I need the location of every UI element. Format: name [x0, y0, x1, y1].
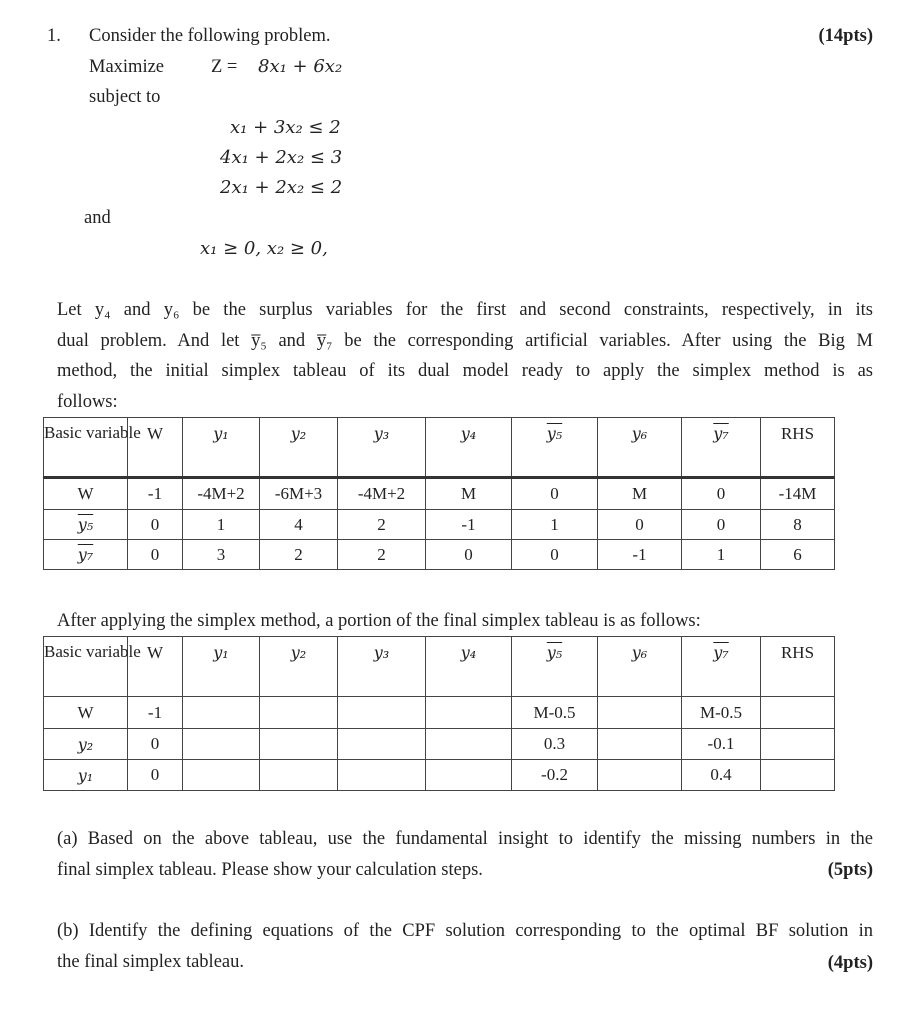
cell	[338, 760, 426, 791]
header-y4: y₄	[426, 637, 512, 697]
cell: M	[598, 478, 682, 510]
cell: -0.2	[512, 760, 598, 791]
row-basic: y₂	[44, 729, 128, 760]
header-y4: y₄	[426, 418, 512, 478]
cell	[598, 697, 682, 729]
cell	[183, 729, 260, 760]
cell: -1	[128, 697, 183, 729]
final-header-row	[44, 637, 835, 697]
row-basic: W	[44, 697, 128, 729]
header-y7-bar: y₇	[682, 418, 761, 478]
cell: 1	[183, 510, 260, 540]
cell: -4M+2	[338, 478, 426, 510]
cell: 1	[682, 540, 761, 570]
header-w: W	[128, 418, 183, 478]
cell	[260, 729, 338, 760]
problem-intro: Consider the following problem.	[89, 26, 331, 46]
row-basic: y₇	[44, 540, 128, 570]
cell: M-0.5	[682, 697, 761, 729]
row-basic: y₁	[44, 760, 128, 791]
header-y2: y₂	[260, 418, 338, 478]
table-row	[44, 697, 835, 729]
header-y5-bar: y₅	[512, 418, 598, 478]
cell	[338, 729, 426, 760]
part-a	[57, 824, 873, 886]
cell: 0.3	[512, 729, 598, 760]
cell: 0	[598, 510, 682, 540]
cell	[260, 760, 338, 791]
cell: -1	[426, 510, 512, 540]
cell: -0.1	[682, 729, 761, 760]
part-a-points: (5pts)	[827, 860, 873, 880]
problem-number: 1.	[47, 26, 61, 46]
cell: 0	[128, 760, 183, 791]
problem-points: (14pts)	[818, 26, 873, 46]
and-label: and	[84, 208, 111, 228]
basic-variable-header: Basic variable	[44, 418, 128, 478]
table-row	[44, 478, 835, 510]
part-b-points: (4pts)	[827, 953, 873, 973]
cell: M-0.5	[512, 697, 598, 729]
header-y7-bar: y₇	[682, 637, 761, 697]
cell	[426, 760, 512, 791]
cell	[338, 697, 426, 729]
cell: 0	[512, 478, 598, 510]
row-basic: y₅	[44, 510, 128, 540]
cell: M	[426, 478, 512, 510]
header-y5-bar: y₅	[512, 637, 598, 697]
cell	[183, 760, 260, 791]
cell: 1	[512, 510, 598, 540]
constraint-3: 2x₁ + 2x₂ ≤ 2	[220, 177, 343, 198]
table-row	[44, 540, 835, 570]
header-y6: y₆	[598, 418, 682, 478]
cell: -1	[128, 478, 183, 510]
cell: -1	[598, 540, 682, 570]
dual-description-paragraph	[57, 295, 873, 417]
header-y1: y₁	[183, 637, 260, 697]
cell	[426, 697, 512, 729]
final-tableau	[43, 636, 835, 791]
row-basic: W	[44, 478, 128, 510]
paragraph-line-4: follows:	[57, 391, 118, 412]
cell: 0	[682, 478, 761, 510]
initial-tableau	[43, 417, 835, 570]
cell: 0.4	[682, 760, 761, 791]
constraint-2: 4x₁ + 2x₂ ≤ 3	[220, 147, 343, 168]
header-rhs: RHS	[761, 637, 835, 697]
part-b-line-1: (b) Identify the defining equations of the CPF solution corresponding to the optimal BF solution in	[57, 921, 873, 941]
header-y1: y₁	[183, 418, 260, 478]
cell: 2	[260, 540, 338, 570]
cell	[598, 729, 682, 760]
maximize-label: Maximize	[89, 57, 165, 77]
cell: 0	[128, 510, 183, 540]
cell: -14M	[761, 478, 835, 510]
cell	[761, 697, 835, 729]
table-row	[44, 510, 835, 540]
part-a-line-2: final simplex tableau. Please show your calculation steps.	[57, 860, 483, 880]
cell	[426, 729, 512, 760]
constraint-1: x₁ + 3x₂ ≤ 2	[230, 117, 341, 138]
cell	[598, 760, 682, 791]
nonnegativity: x₁ ≥ 0, x₂ ≥ 0,	[200, 238, 328, 259]
header-y6: y₆	[598, 637, 682, 697]
cell: 0	[426, 540, 512, 570]
header-y3: y₃	[338, 418, 426, 478]
objective-lhs: Z =	[211, 57, 238, 77]
cell: 0	[128, 729, 183, 760]
header-rhs: RHS	[761, 418, 835, 478]
cell: 2	[338, 540, 426, 570]
paragraph-line-2: dual problem. And let y̅₅ and y̅₇ be the corresponding artificial variables. After using the Big M	[57, 330, 873, 351]
table-row	[44, 760, 835, 791]
header-w: W	[128, 637, 183, 697]
cell	[260, 697, 338, 729]
paragraph-line-1: Let y₄ and y₆ be the surplus variables for the first and second constraints, respectively, in its	[57, 300, 873, 320]
cell: -4M+2	[183, 478, 260, 510]
objective-rhs: 8x₁ + 6x₂	[258, 56, 343, 77]
cell: 3	[183, 540, 260, 570]
subject-to-label: subject to	[89, 87, 161, 107]
after-simplex-text: After applying the simplex method, a portion of the final simplex tableau is as follows:	[57, 611, 701, 631]
cell: 8	[761, 510, 835, 540]
cell: 0	[682, 510, 761, 540]
part-b	[57, 916, 873, 978]
basic-variable-header: Basic variable	[44, 637, 128, 697]
cell	[761, 729, 835, 760]
cell: 2	[338, 510, 426, 540]
cell	[183, 697, 260, 729]
cell	[761, 760, 835, 791]
initial-header-row	[44, 418, 835, 478]
header-y3: y₃	[338, 637, 426, 697]
cell: 0	[128, 540, 183, 570]
part-a-line-1: (a) Based on the above tableau, use the fundamental insight to identify the missing numbers in the	[57, 829, 873, 849]
header-y2: y₂	[260, 637, 338, 697]
part-b-line-2: the final simplex tableau.	[57, 952, 244, 972]
cell: -6M+3	[260, 478, 338, 510]
cell: 0	[512, 540, 598, 570]
cell: 6	[761, 540, 835, 570]
cell: 4	[260, 510, 338, 540]
paragraph-line-3: method, the initial simplex tableau of its dual model ready to apply the simplex method is as	[57, 361, 873, 381]
table-row	[44, 729, 835, 760]
